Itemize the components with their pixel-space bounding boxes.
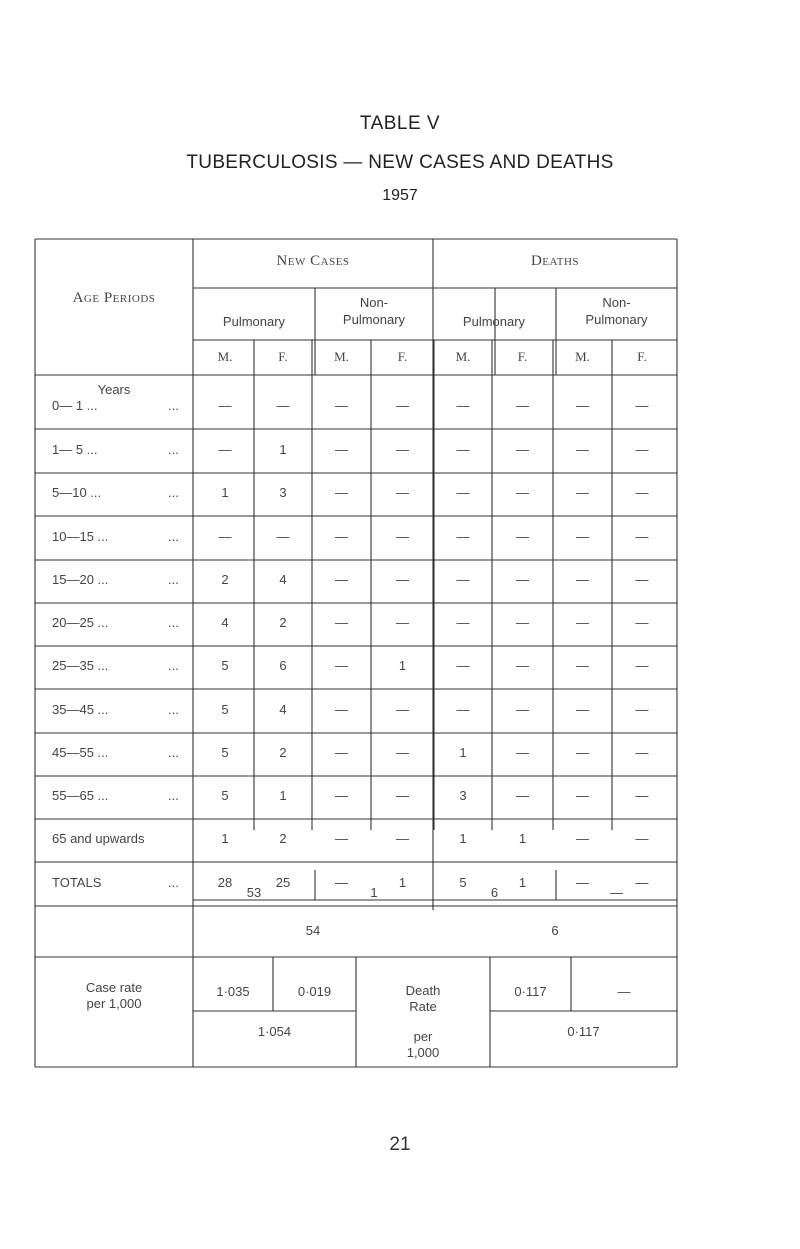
table-cell: — [456,658,470,673]
row-label: 55—65 ... [52,788,109,803]
table-cell: — [516,615,529,630]
table-cell: — [396,442,409,457]
table-cell: — [335,572,348,587]
table-cell: — [576,875,589,890]
table-cell: — [396,572,409,587]
table-cell: 1 [459,831,467,846]
table-cell: — [576,485,589,500]
deaths-total: 6 [551,923,559,938]
table-cell: — [218,398,232,413]
table-cell: 5 [221,745,229,760]
table-cell: 1 [221,831,229,846]
table-cell: — [396,398,409,413]
case-rate-new-total: 1·054 [257,1024,292,1039]
row-leader-dots: ... [168,572,179,587]
table-cell: — [335,615,348,630]
table-cell: 5 [221,702,229,717]
new-non-pulmonary-header-1: Non- [359,295,389,310]
table-cell: 5 [221,658,229,673]
table-cell: — [456,572,470,587]
table-cell: — [635,875,649,890]
row-label: 5—10 ... [52,485,102,500]
row-leader-dots: ... [168,875,179,890]
sex-column-header: M. [575,349,590,364]
table-cell: — [396,745,409,760]
table-cell: — [396,529,409,544]
age-periods-header: Age Periods [72,290,156,306]
table-cell: 4 [221,615,229,630]
table-cell: — [635,572,649,587]
table-year: 1957 [382,187,418,204]
page-number: 21 [389,1134,411,1155]
table-cell: — [576,615,589,630]
table-cell: 6 [279,658,287,673]
table-cell: 2 [221,572,229,587]
table-cell: 1 [459,745,467,760]
new-pulmonary-subtotal: 53 [246,885,262,900]
table-cell: 1 [398,658,407,673]
table-cell: — [456,485,470,500]
table-cell: — [516,702,529,717]
table-cell: — [576,398,589,413]
case-rate-new-non-pulmonary: 0·019 [297,984,332,999]
table-cell: — [576,572,589,587]
table-cell: — [576,658,589,673]
table-cell: — [335,529,348,544]
table-cell: — [456,702,470,717]
table-cell: — [635,831,649,846]
sex-column-header: M. [455,349,471,364]
table-cell: — [456,615,470,630]
table-cell: — [516,442,529,457]
table-cell: — [276,398,290,413]
row-leader-dots: ... [168,485,179,500]
sex-column-header: F. [397,349,408,364]
table-cell: — [635,398,649,413]
table-cell: — [396,702,409,717]
table-title: TUBERCULOSIS — NEW CASES AND DEATHS [186,152,614,173]
table-cell: 4 [279,572,287,587]
table-cell: — [335,398,348,413]
table-cell: — [576,702,589,717]
sex-column-header: F. [517,349,528,364]
table-cell: 1 [221,485,229,500]
row-leader-dots: ... [168,529,179,544]
table-cell: — [276,529,290,544]
table-cell: 1 [279,788,287,803]
deaths-header: Deaths [530,253,580,269]
table-cell: 2 [279,745,287,760]
table-cell: 25 [275,875,291,890]
years-label: Years [97,382,131,397]
row-label: 65 and upwards [52,831,145,846]
table-cell: — [335,745,348,760]
new-cases-header: New Cases [276,253,350,269]
row-label: 15—20 ... [52,572,109,587]
death-rate-label-4: 1,000 [406,1045,440,1060]
table-cell: — [516,485,529,500]
row-label: TOTALS [52,875,102,890]
row-leader-dots: ... [168,788,179,803]
table-cell: — [218,529,232,544]
row-label: 1— 5 ... [52,442,98,457]
table-cell: — [516,788,529,803]
table-cell: 1 [398,875,407,890]
table-cell: — [456,398,470,413]
table-cell: — [516,572,529,587]
table-cell: 1 [279,442,287,457]
table-cell: — [335,788,348,803]
new-pulmonary-header: Pulmonary [222,314,286,329]
table-cell: — [516,398,529,413]
table-cell: — [635,745,649,760]
table-cell: — [396,615,409,630]
sex-column-header: M. [334,349,349,364]
death-rate-label-3: per [413,1029,433,1044]
row-label: 10—15 ... [52,529,109,544]
case-rate-label-2: per 1,000 [86,996,142,1011]
table-cell: — [396,485,409,500]
table-cell: — [335,485,348,500]
table-cell: — [576,745,589,760]
table-cell: — [335,658,348,673]
table-cell: — [635,788,649,803]
death-rate-total: 0·117 [567,1024,600,1039]
death-rate-label-2: Rate [409,999,437,1014]
table-cell: — [456,529,470,544]
table-cell: — [456,442,470,457]
row-leader-dots: ... [168,615,179,630]
table-cell: — [576,442,589,457]
table-cell: 4 [279,702,287,717]
table-number: TABLE V [359,113,441,134]
table-cell: — [635,485,649,500]
table-cell: — [335,702,348,717]
table-cell: — [635,702,649,717]
table-cell: 5 [221,788,229,803]
table-cell: — [635,658,649,673]
table-cell: — [396,788,409,803]
deaths-non-pulmonary-header-1: Non- [602,295,631,310]
table-cell: — [635,615,649,630]
sex-column-header: F. [637,349,647,364]
row-leader-dots: ... [168,398,179,413]
table-cell: 1 [518,831,527,846]
table-cell: — [516,529,529,544]
sex-column-header: M. [217,349,233,364]
row-label: 0— 1 ... [52,398,98,413]
table-cell: — [218,442,232,457]
row-leader-dots: ... [168,702,179,717]
new-non-pulmonary-header-2: Pulmonary [342,312,406,327]
table-cell: — [576,529,589,544]
case-rate-label-1: Case rate [85,980,143,995]
table-cell: — [396,831,409,846]
death-rate-non-pulmonary: — [617,984,631,999]
table-cell: — [516,745,529,760]
table-cell: 28 [217,875,233,890]
deaths-non-pulmonary-header-2: Pulmonary [585,312,648,327]
row-label: 25—35 ... [52,658,109,673]
row-leader-dots: ... [168,442,179,457]
death-rate-label-1: Death [405,983,441,998]
table-cell: 3 [459,788,467,803]
deaths-non-pulmonary-subtotal: — [610,885,623,900]
row-leader-dots: ... [168,745,179,760]
table-cell: 2 [279,615,287,630]
table-cell: 2 [279,831,287,846]
table-cell: — [516,658,529,673]
row-leader-dots: ... [168,658,179,673]
new-cases-total: 54 [305,923,321,938]
row-label: 20—25 ... [52,615,109,630]
table-cell: — [335,875,348,890]
table-cell: — [576,831,589,846]
table-cell: — [635,442,649,457]
table-cell: — [576,788,589,803]
sex-column-header: F. [278,349,288,364]
row-label: 45—55 ... [52,745,109,760]
case-rate-new-pulmonary: 1·035 [216,984,250,999]
death-rate-pulmonary: 0·117 [514,984,547,999]
deaths-pulmonary-subtotal: 6 [490,885,499,900]
table-cell: 5 [459,875,467,890]
new-non-pulmonary-subtotal: 1 [370,885,378,900]
table-cell: — [635,529,649,544]
table-cell: 3 [279,485,287,500]
table-cell: 1 [518,875,527,890]
table-cell: — [335,831,348,846]
row-label: 35—45 ... [52,702,109,717]
deaths-pulmonary-header: Pulmonary [462,314,526,329]
table-cell: — [335,442,348,457]
